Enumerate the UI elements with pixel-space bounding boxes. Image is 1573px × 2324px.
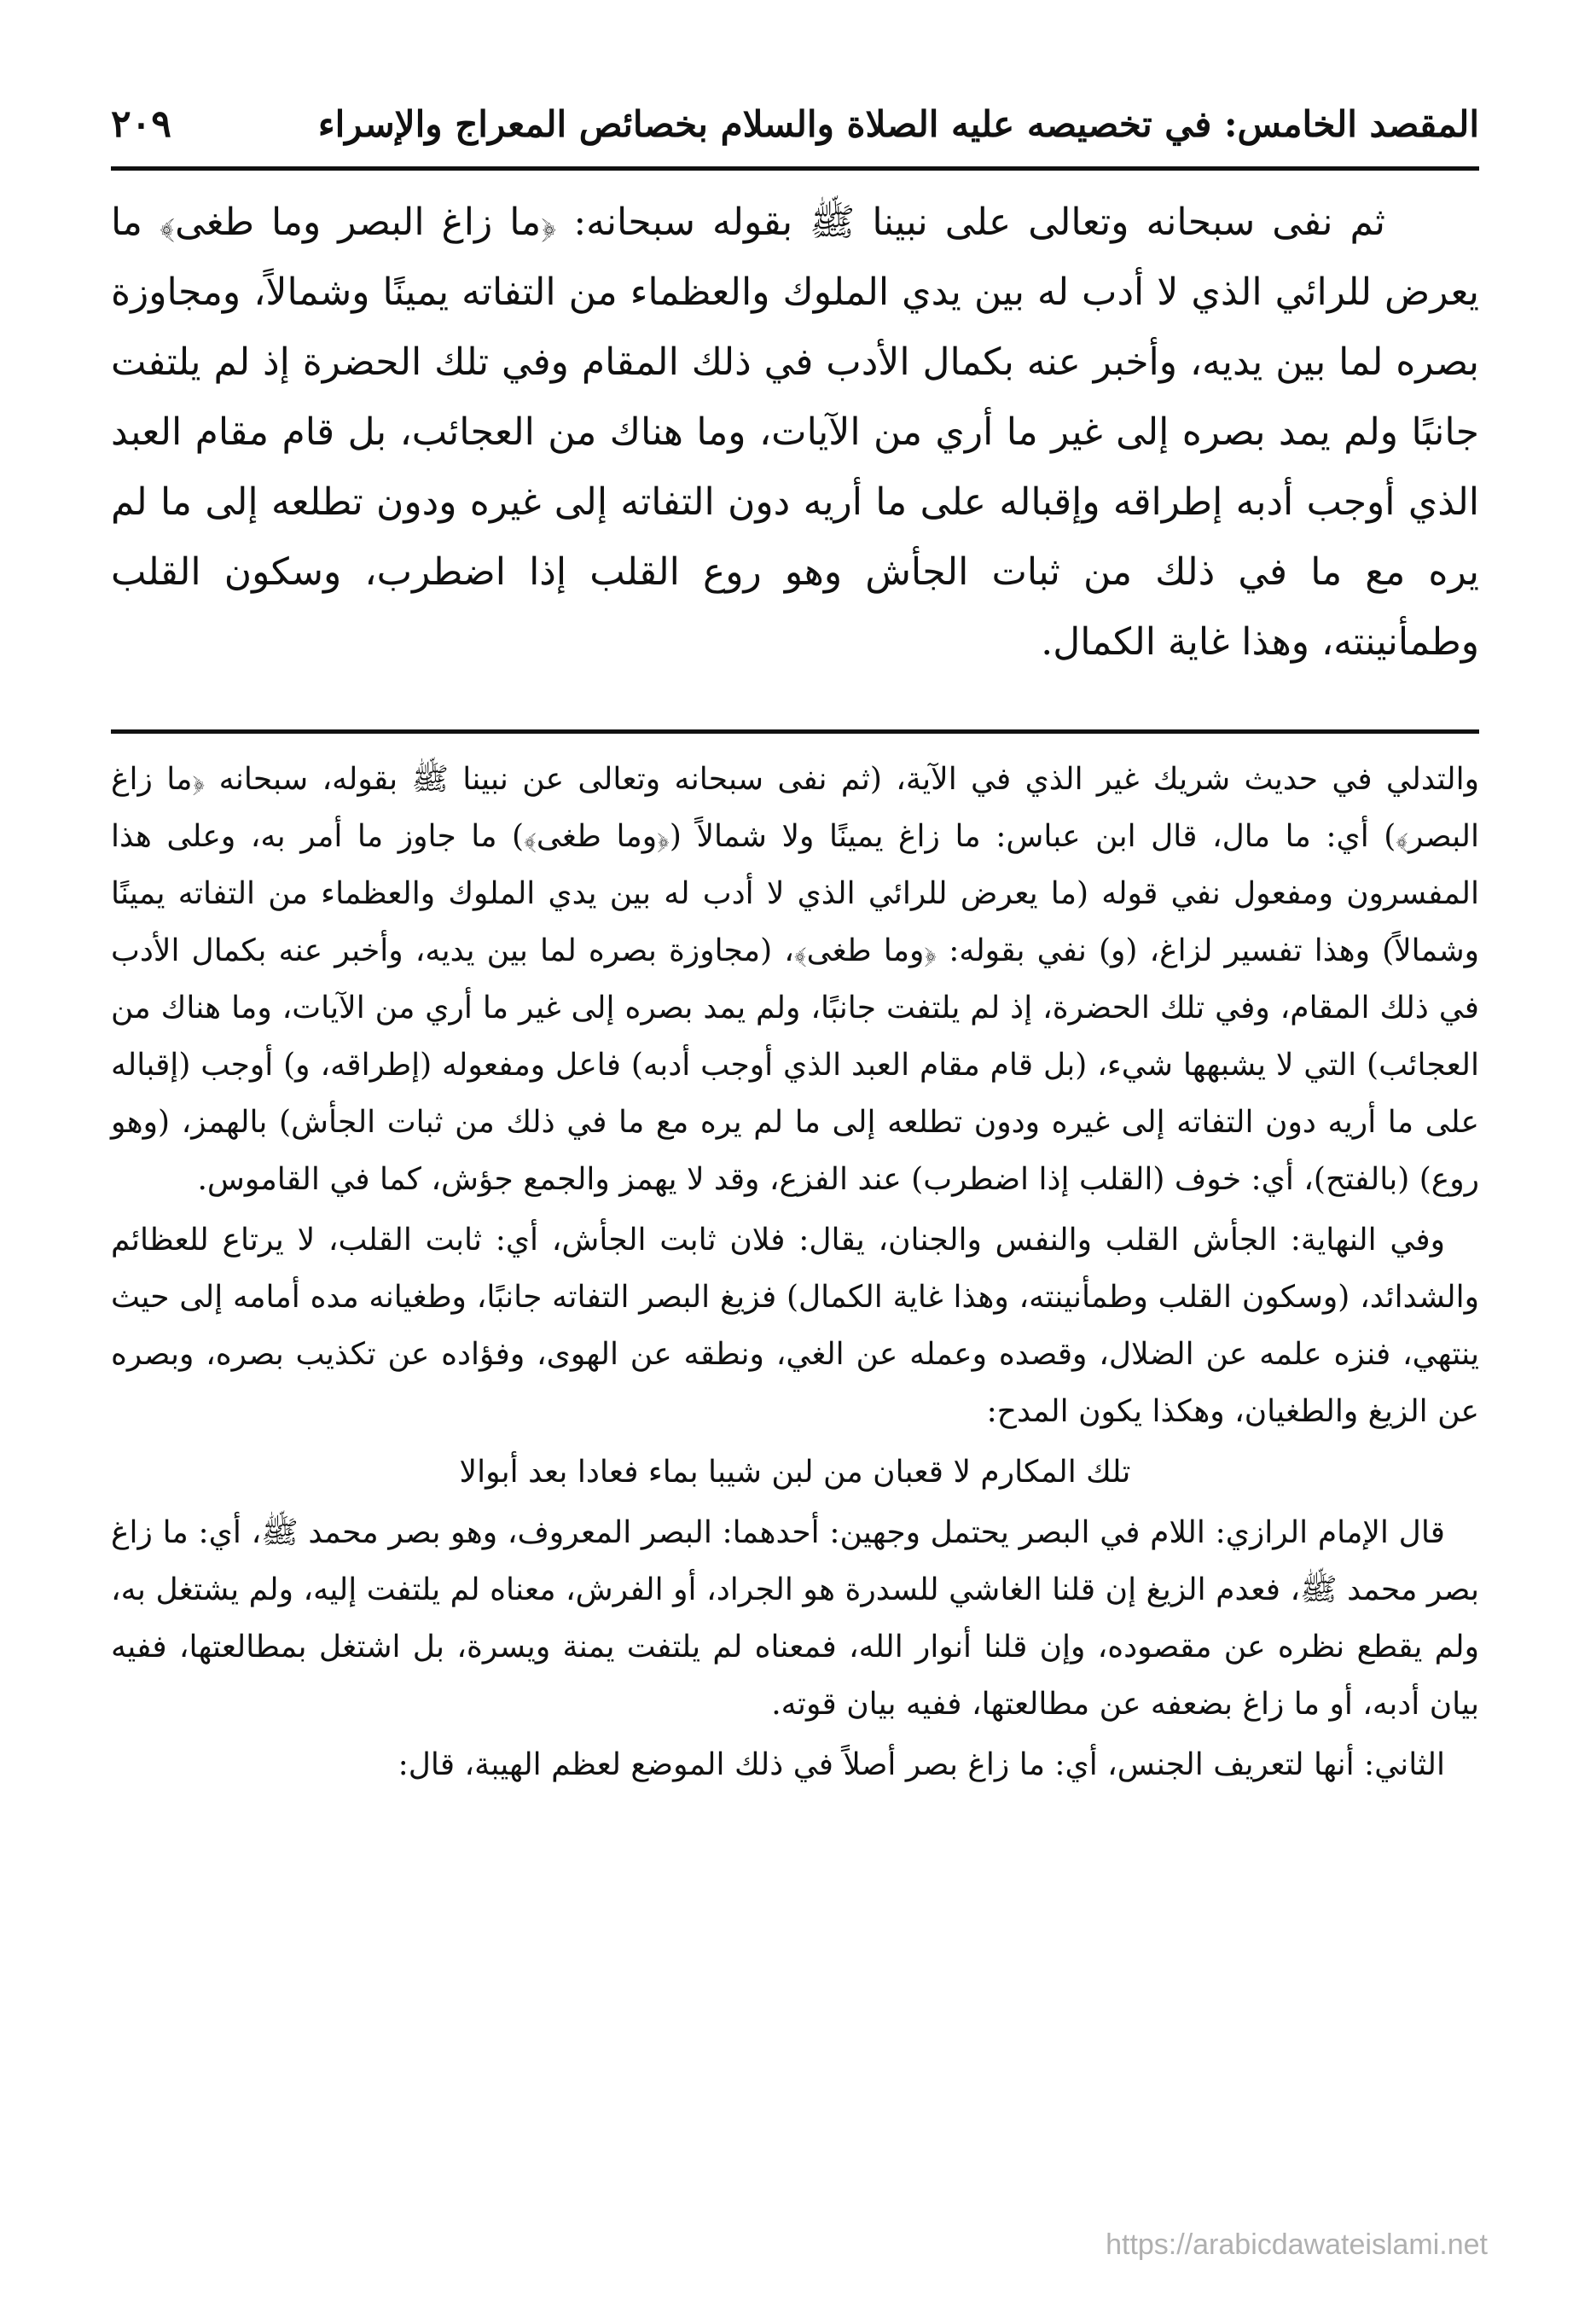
- header-rule: [111, 166, 1479, 171]
- main-paragraph: ثم نفى سبحانه وتعالى على نبينا ﷺ بقوله سبحانه: ﴿ما زاغ البصر وما طغى﴾ ما يعرض للرائي الذي لا أدب له بين يدي الملوك والعظماء من التفاته يمينًا وشمالاً، ومجاوزة بصره لما بين يديه، وأخبر عنه بكمال الأدب في ذلك المقام وفي تلك الحضرة إذ لم يلتفت جانبًا ولم يمد بصره إلى غير ما أري من الآيات، وما هناك من العجائب، بل قام مقام العبد الذي أوجب أدبه إطراقه وإقباله على ما أريه دون التفاته إلى غيره ودون تطلعه إلى ما لم يره مع ما في ذلك من ثبات الجأش وهو روع القلب إذا اضطرب، وسكون القلب وطمأنينته، وهذا غاية الكمال.: [111, 200, 1479, 664]
- commentary-block: [111, 751, 1479, 2218]
- page-header: [111, 90, 1479, 158]
- separator-rule: [111, 729, 1479, 734]
- running-title: المقصد الخامس: في تخصيصه عليه الصلاة والسلام بخصائص المعراج والإسراء: [317, 102, 1479, 145]
- commentary-paragraph-1: والتدلي في حديث شريك غير الذي في الآية، (ثم نفى سبحانه وتعالى عن نبينا ﷺ بقوله، سبحانه ﴿ما زاغ البصر﴾) أي: ما مال، قال ابن عباس: ما زاغ يمينًا ولا شمالاً (﴿وما طغى﴾) ما جاوز ما أمر به، وعلى هذا المفسرون ومفعول نفي قوله (ما يعرض للرائي الذي لا أدب له بين يدي الملوك والعظماء من التفاته يمينًا وشمالاً) وهذا تفسير لزاغ، (و) نفي بقوله: ﴿وما طغى﴾، (مجاوزة بصره لما بين يديه، وأخبر عنه بكمال الأدب في ذلك المقام، وفي تلك الحضرة، إذ لم يلتفت جانبًا، ولم يمد بصره إلى غير ما أري من الآيات، وما هناك من العجائب) التي لا يشبهها شيء، (بل قام مقام العبد الذي أوجب أدبه) فاعل ومفعوله (إطراقه، و) أوجب (إقباله على ما أريه دون التفاته إلى غيره ودون تطلعه إلى ما لم يره مع ما في ذلك من ثبات الجأش) بالهمز، (وهو روع) (بالفتح)، أي: خوف (القلب إذا اضطرب) عند الفزع، وقد لا يهمز والجمع جؤش، كما في القاموس.: [111, 762, 1479, 1197]
- poetry-verse: تلك المكارم لا قعبان من لبن شيبا بماء فعادا بعد أبوالا: [459, 1455, 1131, 1490]
- commentary-paragraph-3: قال الإمام الرازي: اللام في البصر يحتمل وجهين: أحدهما: البصر المعروف، وهو بصر محمد ﷺ، أي: ما زاغ بصر محمد ﷺ، فعدم الزيغ إن قلنا الغاشي للسدرة هو الجراد، أو الفرش، معناه لم يلتفت إليه، ولم يشتغل به، ولم يقطع نظره عن مقصوده، وإن قلنا أنوار الله، فمعناه لم يلتفت يمنة ويسرة، بل اشتغل بمطالعتها، ففيه بيان أدبه، أو ما زاغ بضعفه عن مطالعتها، ففيه بيان قوته.: [111, 1515, 1479, 1722]
- page-number: ٢٠٩: [111, 102, 171, 146]
- commentary-paragraph-2: وفي النهاية: الجأش القلب والنفس والجنان، يقال: فلان ثابت الجأش، أي: ثابت القلب، لا يرتاع للعظائم والشدائد، (وسكون القلب وطمأنينته، وهذا غاية الكمال) فزيغ البصر التفاته جانبًا، وطغيانه مده أمامه إلى حيث ينتهي، فنزه علمه عن الضلال، وقصده وعمله عن الغي، ونطقه عن الهوى، وفؤاده عن تكذيب بصره، وبصره عن الزيغ والطغيان، وهكذا يكون المدح:: [111, 1223, 1479, 1429]
- main-text-block: [111, 188, 1479, 717]
- commentary-paragraph-4: الثاني: أنها لتعريف الجنس، أي: ما زاغ بصر أصلاً في ذلك الموضع لعظم الهيبة، قال:: [398, 1747, 1445, 1782]
- watermark-url: https://arabicdawateislami.net: [1106, 2228, 1488, 2261]
